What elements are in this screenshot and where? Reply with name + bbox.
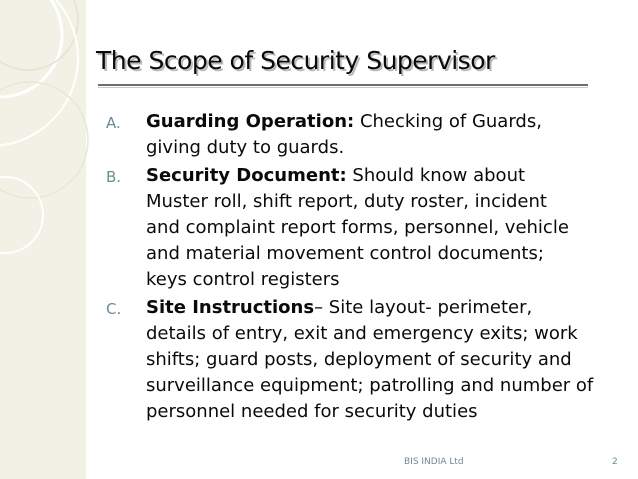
item-text-line: and complaint report forms, personnel, vehicle [146,217,569,238]
list-item-security-document [146,163,616,293]
item-text-line: surveillance equipment; patrolling and number of [146,375,594,396]
item-heading: Security Document: [146,165,347,186]
item-text-line: – Site layout- perimeter, [314,297,533,318]
item-heading: Guarding Operation: [146,111,355,132]
item-text-line: details of entry, exit and emergency exits; work [146,323,578,344]
item-text-line: and material movement control documents; [146,243,544,264]
item-heading: Site Instructions [146,297,315,318]
item-text-line: Should know about [346,165,526,186]
item-text-line: keys control registers [146,269,340,290]
item-text-line: giving duty to guards. [146,137,345,158]
list-item-guarding-operation [146,109,616,161]
slide-title: The Scope of Security Supervisor [96,46,495,75]
title-divider-shadow [98,87,588,88]
footer-company: BIS INDIA Ltd [404,457,464,467]
title-divider [98,84,588,86]
page-number: 2 [612,457,618,467]
item-text-line: shifts; guard posts, deployment of security and [146,349,572,370]
list-marker-c: C. [106,300,122,318]
list-marker-a: A. [106,114,121,132]
item-text-line: Muster roll, shift report, duty roster, incident [146,191,547,212]
item-text-line: personnel needed for security duties [146,401,478,422]
item-text-line: Checking of Guards, [354,111,542,132]
list-item-site-instructions [146,295,616,425]
list-marker-b: B. [106,168,122,186]
